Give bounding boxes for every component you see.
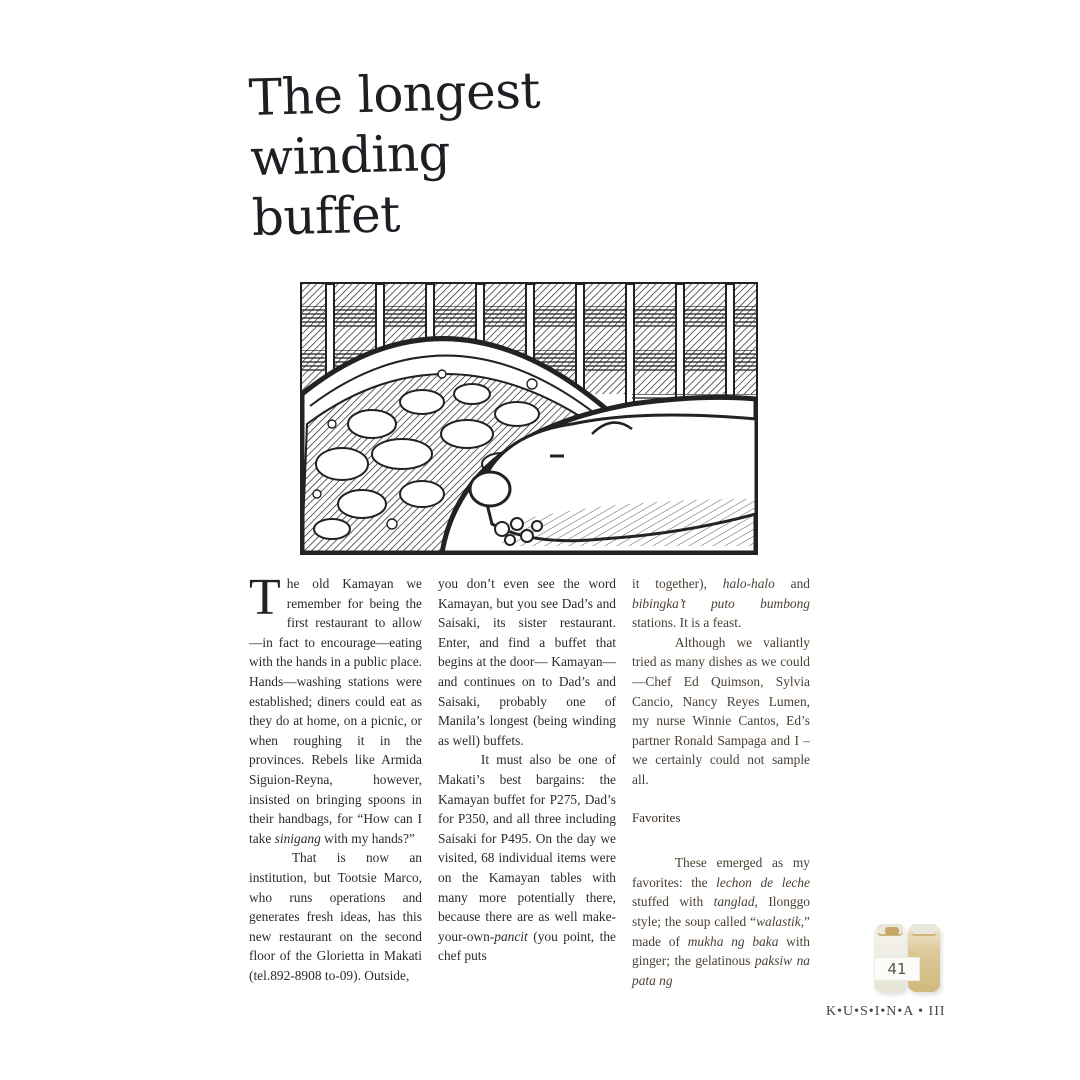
- lechon-illustration: [300, 282, 758, 555]
- lechon-drawing-icon: [302, 284, 756, 553]
- paragraph-7: These emerged as my favorites: the lechon de leche stuffed with tanglad, Ilonggo style; the soup called “walastik,” made of mukha ng baka with ginger; the gelatinous paksiw na pata ng: [632, 855, 810, 988]
- article-column-2: [438, 574, 616, 966]
- paragraph-5: it together), halo-halo and bibingka’t puto bumbong stations. It is a feast.: [632, 576, 810, 631]
- section-subhead-favorites: Favorites: [632, 809, 681, 825]
- page-number: 41: [874, 957, 920, 981]
- drop-cap: T: [249, 569, 281, 626]
- article-column-1: [249, 569, 422, 985]
- article-column-3: [632, 574, 810, 990]
- paragraph-3: you don’t even see the word Kamayan, but you see Dad’s and Saisaki, its sister restaurant. Enter, and find a buffet that begins at the door— Kamayan—and continues on to Dad’s and Saisaki, probably one of Manila’s longest (being winding as well) buffets.: [438, 576, 616, 748]
- paragraph-1: The old Kamayan we remember for being the first restaurant to allow—in fact to encourage—eating with the hands in a public place. Hands—washing stations were established; diners could eat as they do at home, on a picnic, or when roughing it in the provinces. Rebels like Armida Siguion-Reyna, however, insisted on bringing spoons in their handbags, for “How can I take sinigang with my hands?”: [249, 569, 422, 846]
- title-line-2: winding: [249, 123, 451, 187]
- article-title: [248, 59, 583, 248]
- paragraph-6: Although we valiantly tried as many dishes as we could—Chef Ed Quimson, Sylvia Cancio, Nancy Reyes Lumen, my nurse Winnie Cantos, Ed’s partner Ronald Sampaga and I – we certainly could not sample all.: [632, 634, 810, 787]
- paragraph-2: That is now an institution, but Tootsie Marco, who runs operations and generates fresh ideas, has this new restaurant on the second floor of the Glorietta in Makati (tel.892-8908 to-09). Outside,: [249, 850, 422, 983]
- title-line-3: buffet: [251, 185, 401, 247]
- title-line-1: The longest: [248, 61, 541, 127]
- footer-brand: K•U•S•I•N•A • III: [826, 1004, 946, 1019]
- paragraph-4: It must also be one of Makati’s best bargains: the Kamayan buffet for P275, Dad’s for P350, and all three including Saisaki for P495. On the day we visited, 68 individual items were on the Kamayan tables with many more potentially there, because there are as well make-your-own-pancit (you point, the chef puts: [438, 752, 616, 964]
